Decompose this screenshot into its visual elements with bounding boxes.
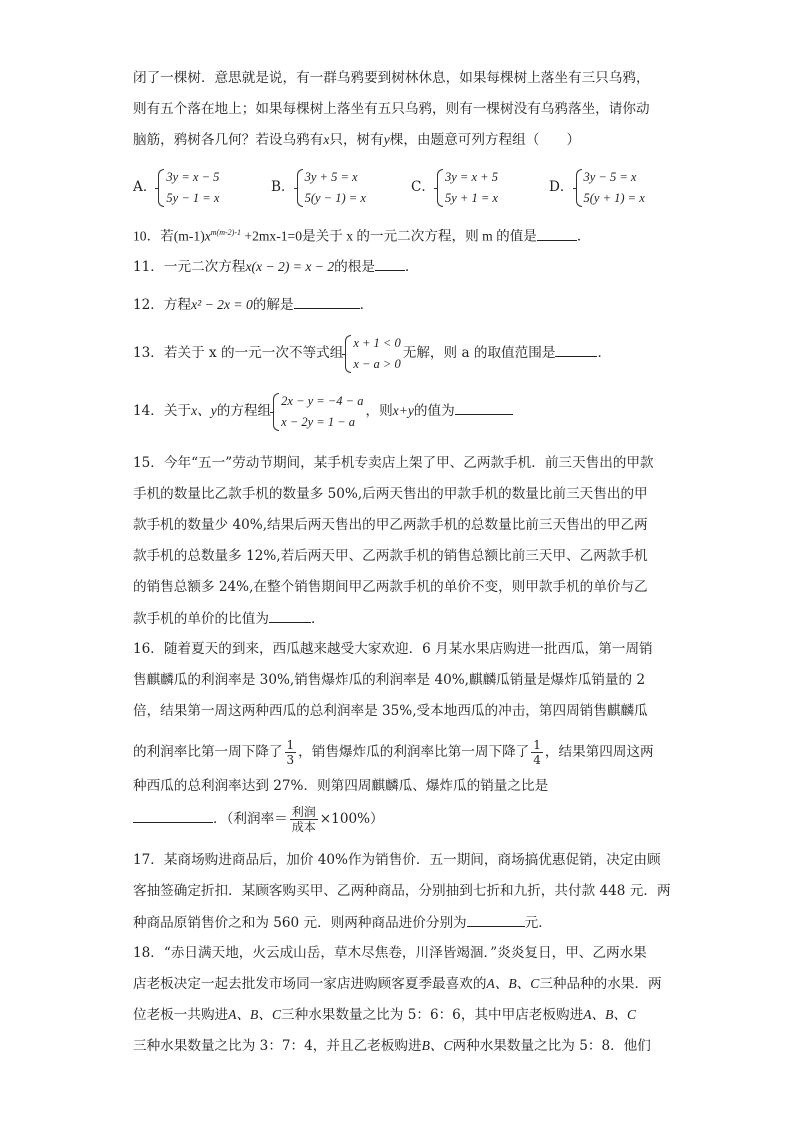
q12-answer-blank[interactable]: [294, 294, 360, 309]
q16-line-6: ．（利润率＝ $\frac{\text{利润}}{\text{成本}}$ ×100%）: [133, 802, 384, 836]
q16-line-1: 16．随着夏天的到来，西瓜越来越受大家欢迎．6 月某水果店购进一批西瓜，第一周销: [133, 641, 653, 657]
q16-line-3: 倍，结果第一周这两种西瓜的总利润率是 35%,受本地西瓜的冲击，第四周销售麒麟瓜: [133, 703, 648, 719]
q14-answer-blank[interactable]: [455, 400, 513, 415]
q18-line-3: 位老板一共购进A、B、C三种水果数量之比为 5：6：6，其中甲店老板购进A、B、C: [133, 1007, 637, 1023]
q17-answer-blank[interactable]: [467, 912, 525, 927]
q15-line-4: 款手机的总数量多 12%,若后两天甲、乙两款手机的销售总额比前三天甲、乙两款手机: [133, 548, 648, 564]
q15-line-1: 15．今年“五一”劳动节期间，某手机专卖店上架了甲、乙两款手机．前三天售出的甲款: [133, 455, 654, 471]
q10-answer-blank[interactable]: [537, 226, 577, 241]
q9-option-d[interactable]: D． 3y − 5 = x 5(y + 1) = x: [549, 164, 647, 210]
q9-line-3: 脑筋，鸦树各几何？若设乌鸦有x只，树有y棵，由题意可列方程组（ ）: [133, 132, 581, 148]
q16-line-4: 的利润率比第一周下降了 $\frac{1}{3}$ ，销售爆炸瓜的利润率比第一周下降了 $\frac{1}{4}$ ，结果第四周这两: [133, 738, 654, 767]
q12: 12．方程x² − 2x = 0的解是 ．: [133, 294, 373, 315]
q15-line-3: 款手机的数量少 40%,结果后两天售出的甲乙两款手机的总数量比前三天售出的甲乙两: [133, 517, 648, 533]
q17-line-1: 17．某商场购进商品后，加价 40%作为销售价．五一期间，商场搞优惠促销，决定由顾: [133, 852, 661, 868]
q18-line-4: 三种水果数量之比为 3：7：4，并且乙老板购进B、C两种水果数量之比为 5：8．他们: [133, 1038, 651, 1054]
q15-line-5: 的销售总额多 24%,在整个销售期间甲乙两款手机的单价不变，则甲款手机的单价与乙: [133, 579, 648, 595]
q17-line-2: 客抽签确定折扣．某顾客购买甲、乙两种商品，分别抽到七折和九折，共付款 448 元．两: [133, 883, 671, 899]
q9-option-b[interactable]: B． 3y + 5 = x 5(y − 1) = x: [271, 164, 368, 210]
q11-answer-blank[interactable]: [375, 256, 405, 271]
q13-answer-blank[interactable]: [555, 342, 597, 357]
q17-line-3: 种商品原销售价之和为 560 元．则两种商品进价分别为 元．: [133, 912, 552, 933]
q9-line-1: 闭了一棵树．意思就是说，有一群乌鸦要到树林休息，如果每棵树上落坐有三只乌鸦，: [133, 70, 650, 86]
q9-option-c[interactable]: C． 3y = x + 5 5y + 1 = x: [411, 164, 500, 210]
q13: 13．若关于 x 的一元一次不等式组 x + 1 < 0 x − a > 0 无解，则 a 的取值范围是 ．: [133, 330, 611, 376]
q9-option-a[interactable]: A． 3y = x − 5 5y − 1 = x: [133, 164, 221, 210]
q16-answer-blank[interactable]: [133, 808, 213, 823]
q16-line-5: 种西瓜的总利润率达到 27%．则第四周麒麟瓜、爆炸瓜的销量之比是: [133, 778, 549, 794]
q14: 14．关于x、y的方程组 2x − y = −4 − a x − 2y = 1 − a ，则x+y的值为: [133, 388, 513, 434]
q16-line-2: 售麒麟瓜的利润率是 30%,销售爆炸瓜的利润率是 40%,麒麟瓜销量是爆炸瓜销量的 2: [133, 672, 646, 688]
q15-line-6: 款手机的单价的比值为 ．: [133, 608, 325, 629]
q15-answer-blank[interactable]: [269, 608, 311, 623]
q18-line-1: 18．“赤日满天地，火云成山岳，草木尽焦卷，川泽皆竭涸．”炎炎复日，甲、乙两水果: [133, 945, 647, 961]
q11: 11．一元二次方程x(x − 2) = x − 2的根是 .: [133, 256, 409, 277]
q10: 10．若$(m-1)x^{m(m-2)-1} +2mx-1=0$是关于 x 的一元二次方程，则 m 的值是 ．: [133, 223, 590, 247]
q15-line-2: 手机的数量比乙款手机的数量多 50%,后两天售出的甲款手机的数量比前三天售出的甲: [133, 486, 648, 502]
q18-line-2: 店老板决定一起去批发市场同一家店进购顾客夏季最喜欢的A、B、C三种品种的水果．两: [133, 976, 662, 992]
q9-line-2: 则有五个落在地上；如果每棵树上落坐有五只乌鸦，则有一棵树没有乌鸦落坐，请你动: [133, 101, 650, 117]
